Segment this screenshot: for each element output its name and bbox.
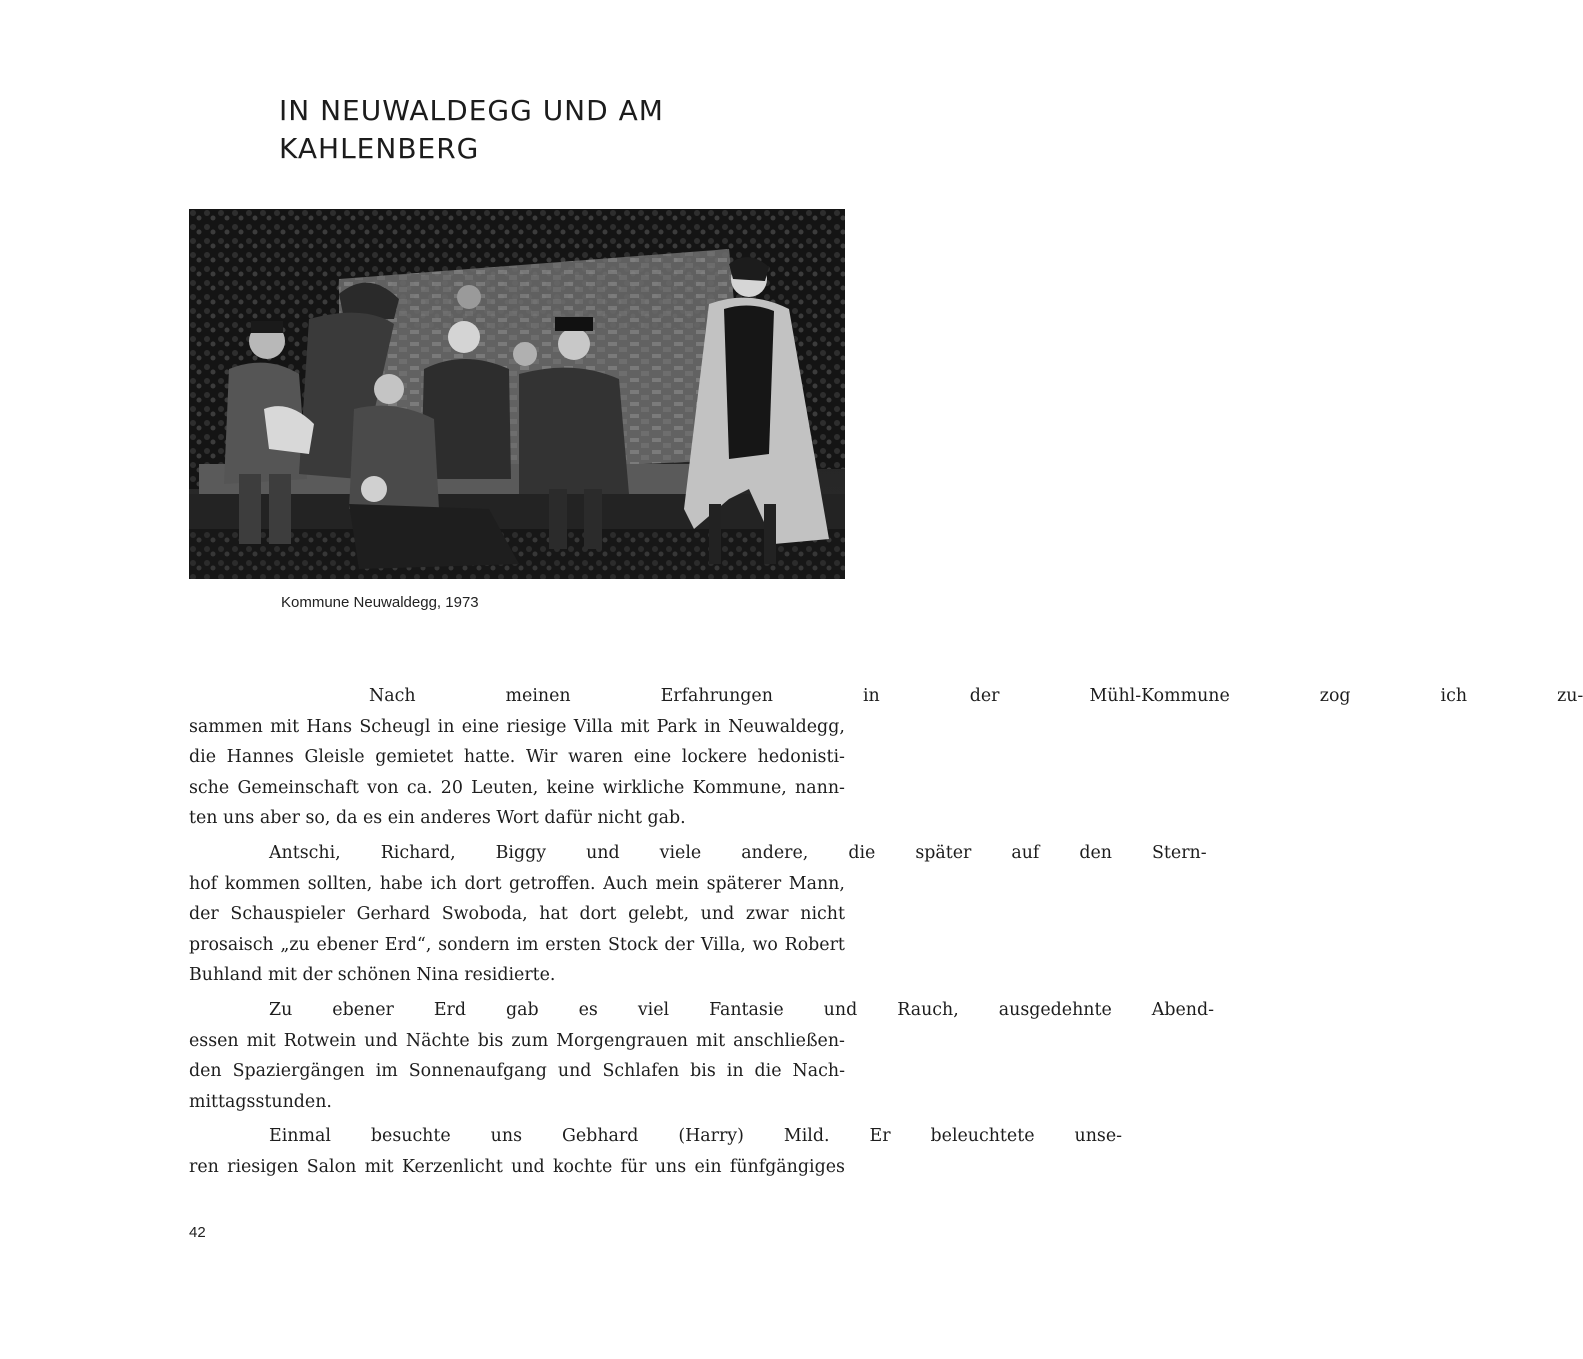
text-line: Antschi, Richard, Biggy und viele andere, die später auf den Stern- (269, 842, 1207, 863)
text-line: Einmal besuchte uns Gebhard (Harry) Mild. Er beleuchtete unse- (269, 1126, 1122, 1147)
paragraph (189, 1121, 1122, 1182)
paragraph (189, 681, 1583, 834)
commune-group-photo (189, 209, 845, 579)
chapter-title-line-1: IN NEUWALDEGG UND AM (279, 94, 664, 127)
text-line: hof kommen sollten, habe ich dort getroffen. Auch mein späterer Mann, (189, 873, 845, 894)
text-line: prosaisch „zu ebener Erd“, sondern im ersten Stock der Villa, wo Robert (189, 934, 845, 955)
text-line: Nach meinen Erfahrungen in der Mühl-Kommune zog ich zu- (369, 686, 1583, 706)
paragraph (189, 838, 1207, 991)
body-text (189, 681, 1583, 1187)
text-line: ren riesigen Salon mit Kerzenlicht und kochte für uns ein fünfgängiges (189, 1156, 845, 1177)
text-line: den Spaziergängen im Sonnenaufgang und Schlafen bis in die Nach- (189, 1061, 845, 1082)
text-line: mittagsstunden. (189, 1091, 332, 1112)
chapter-title-line-2: KAHLENBERG (279, 132, 480, 165)
page-number: 42 (189, 1224, 206, 1241)
text-line: essen mit Rotwein und Nächte bis zum Morgengrauen mit anschließen- (189, 1030, 845, 1051)
paragraph (189, 995, 1214, 1117)
photo-caption: Kommune Neuwaldegg, 1973 (281, 594, 479, 611)
text-line: die Hannes Gleisle gemietet hatte. Wir waren eine lockere hedonisti- (189, 747, 845, 768)
chapter-title (279, 92, 839, 168)
text-line: Buhland mit der schönen Nina residierte. (189, 965, 556, 986)
text-line: sche Gemeinschaft von ca. 20 Leuten, keine wirkliche Kommune, nann- (189, 777, 845, 798)
text-line: der Schauspieler Gerhard Swoboda, hat dort gelebt, und zwar nicht (189, 904, 845, 925)
text-line: sammen mit Hans Scheugl in eine riesige Villa mit Park in Neuwaldegg, (189, 716, 845, 737)
text-line: ten uns aber so, da es ein anderes Wort dafür nicht gab. (189, 808, 686, 829)
text-line: Zu ebener Erd gab es viel Fantasie und Rauch, ausgedehnte Abend- (269, 999, 1214, 1020)
